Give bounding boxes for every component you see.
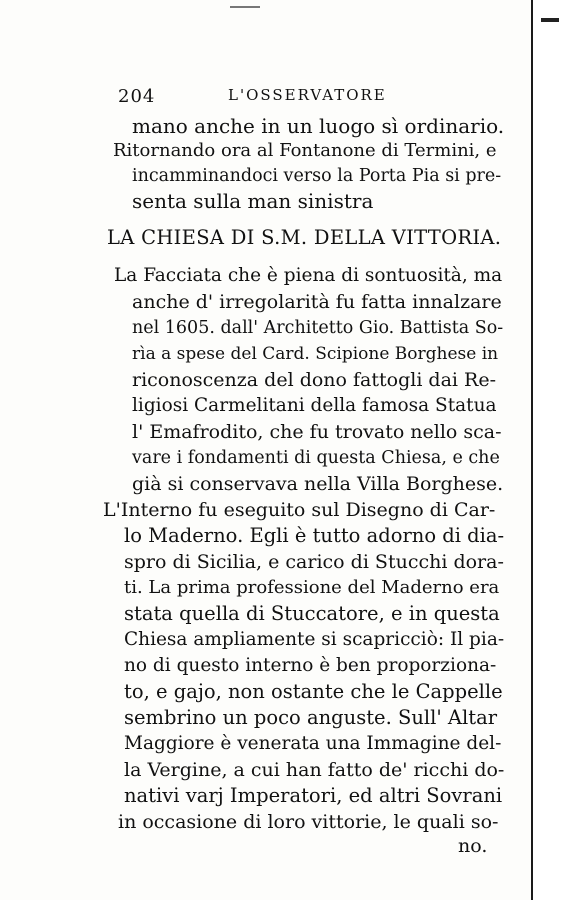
text-line: rìa a spese del Card. Scipione Borghese in xyxy=(132,344,499,364)
text-line: anche d' irregolarità fu fatta innalzare xyxy=(132,291,502,313)
page-edge xyxy=(531,0,567,900)
text-line: nativi varj Imperatori, ed altri Sovrani xyxy=(124,784,503,807)
text-line: in occasione di loro vittorie, le quali so- xyxy=(118,811,499,833)
section-heading: LA CHIESA DI S.M. DELLA VITTORIA. xyxy=(107,226,502,249)
text-line: La Facciata che è piena di sontuosità, ma xyxy=(114,265,503,286)
running-head xyxy=(118,86,418,108)
text-line: L'Interno fu eseguito sul Disegno di Car- xyxy=(103,499,496,521)
text-line: incamminandoci verso la Porta Pia si pre- xyxy=(132,166,502,186)
text-line: senta sulla man sinistra xyxy=(132,189,374,213)
text-line: vare i fondamenti di questa Chiesa, e che xyxy=(132,448,500,468)
catchword: no. xyxy=(458,835,488,857)
text-line: spro di Sicilia, e carico di Stucchi dora- xyxy=(124,551,504,573)
running-title: L'OSSERVATORE xyxy=(228,86,387,104)
text-line: ligiosi Carmelitani della famosa Statua xyxy=(132,395,497,416)
text-line: sembrino un poco anguste. Sull' Altar xyxy=(124,706,498,729)
text-line: Maggiore è venerata una Immagine del- xyxy=(124,733,502,754)
text-line: l' Emafrodito, che fu trovato nello sca- xyxy=(132,421,502,443)
edge-mark xyxy=(541,18,559,22)
text-line: nel 1605. dall' Architetto Gio. Battista So- xyxy=(132,318,504,338)
text-line: Ritornando ora al Fontanone di Termini, e xyxy=(113,140,497,161)
text-line: ti. La prima professione del Maderno era xyxy=(124,577,500,598)
page-number: 204 xyxy=(118,86,156,107)
text-line: la Vergine, a cui han fatto de' ricchi do- xyxy=(124,759,505,781)
text-line: stata quella di Stuccatore, e in questa xyxy=(124,602,500,625)
paper-mark xyxy=(230,6,260,8)
text-line: già si conservava nella Villa Borghese. xyxy=(132,473,504,495)
text-line: mano anche in un luogo sì ordinario. xyxy=(132,114,505,138)
text-line: lo Maderno. Egli è tutto adorno di dia- xyxy=(124,524,505,547)
text-line: Chiesa ampliamente si scapricciò: Il pia- xyxy=(124,629,505,650)
text-line: to, e gajo, non ostante che le Cappelle xyxy=(124,680,503,703)
text-line: riconoscenza del dono fattogli dai Re- xyxy=(132,369,497,391)
text-line: no di questo interno è ben proporziona- xyxy=(124,655,497,676)
